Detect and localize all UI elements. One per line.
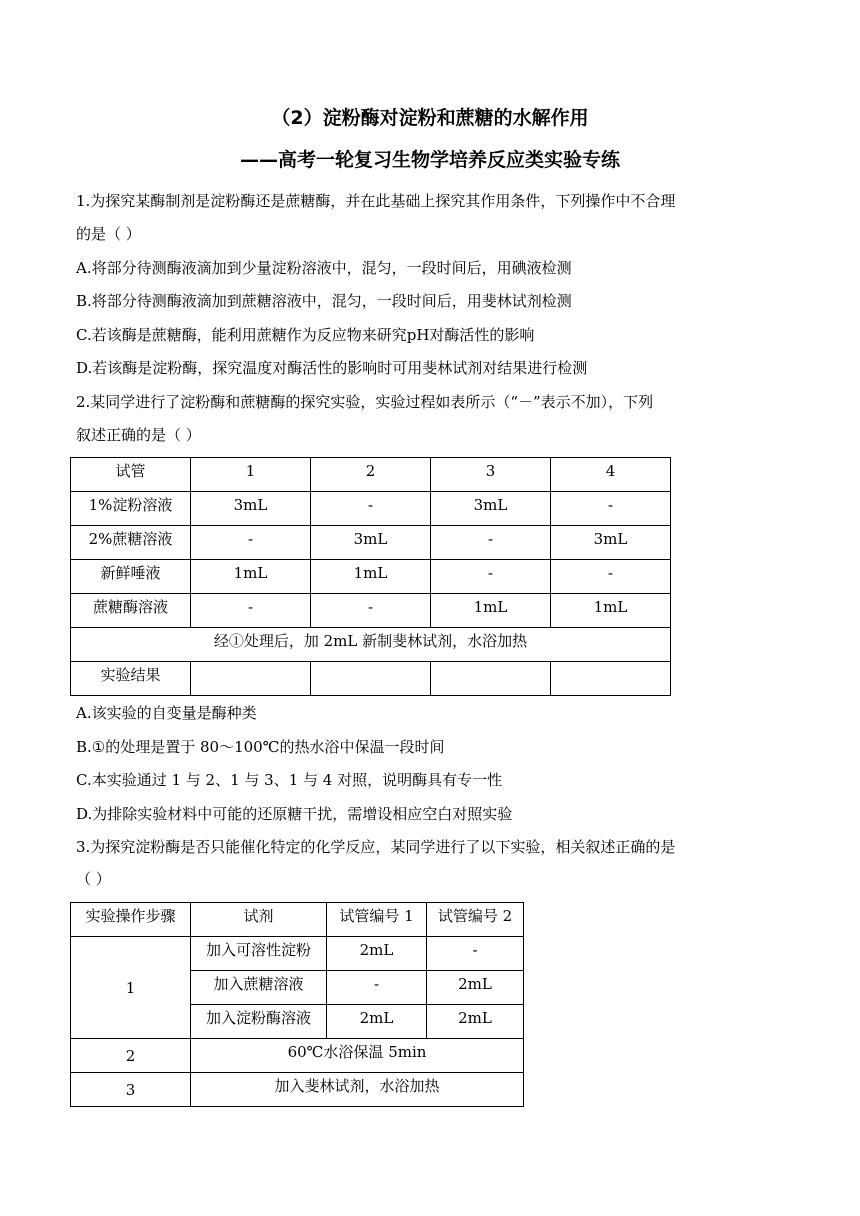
table-cell: 2mL bbox=[427, 1005, 524, 1039]
table-cell: 试管编号 2 bbox=[427, 903, 524, 937]
table-cell: 加入淀粉酶溶液 bbox=[191, 1005, 327, 1039]
table-cell: - bbox=[191, 526, 311, 560]
table-cell: 试剂 bbox=[191, 903, 327, 937]
table-cell: 4 bbox=[551, 458, 671, 492]
q2-stem-line-1: 2.某同学进行了淀粉酶和蔗糖酶的探究实验，实验过程如表所示（“－”表示不加），下列 bbox=[76, 393, 654, 411]
q2-option-d: D.为排除实验材料中可能的还原糖干扰，需增设相应空白对照实验 bbox=[76, 805, 513, 823]
table-cell: - bbox=[431, 526, 551, 560]
table-cell: 3mL bbox=[191, 492, 311, 526]
table-cell: 蔗糖酶溶液 bbox=[71, 594, 191, 628]
title-line-2: ——高考一轮复习生物学培养反应类实验专练 bbox=[239, 149, 620, 171]
table-cell: 2mL bbox=[327, 937, 427, 971]
title-line-1: （2）淀粉酶对淀粉和蔗糖的水解作用 bbox=[271, 107, 589, 129]
table-cell: - bbox=[191, 594, 311, 628]
table-cell: 2mL bbox=[427, 971, 524, 1005]
table-cell: 实验结果 bbox=[71, 662, 191, 696]
q1-stem-line-1: 1.为探究某酶制剂是淀粉酶还是蔗糖酶，并在此基础上探究其作用条件，下列操作中不合理 bbox=[76, 192, 676, 210]
table-cell: - bbox=[427, 937, 524, 971]
table-row bbox=[71, 492, 671, 526]
table-cell-step: 1 bbox=[71, 937, 191, 1039]
q2-stem-line-2: 叙述正确的是（ ） bbox=[76, 426, 201, 444]
table-cell: 60℃水浴保温 5min bbox=[191, 1039, 524, 1073]
table-cell: 试管 bbox=[71, 458, 191, 492]
table-row bbox=[71, 937, 524, 971]
table-cell: 1mL bbox=[431, 594, 551, 628]
table-result-row bbox=[71, 662, 671, 696]
table-cell: 3mL bbox=[431, 492, 551, 526]
q1-option-a: A.将部分待测酶液滴加到少量淀粉溶液中，混匀，一段时间后，用碘液检测 bbox=[76, 259, 572, 277]
table-row bbox=[71, 560, 671, 594]
table-cell: 试管编号 1 bbox=[327, 903, 427, 937]
table-row bbox=[71, 594, 671, 628]
q1-option-b: B.将部分待测酶液滴加到蔗糖溶液中，混匀，一段时间后，用斐林试剂检测 bbox=[76, 292, 572, 310]
table-cell: 3mL bbox=[551, 526, 671, 560]
table-cell: 3mL bbox=[311, 526, 431, 560]
table-cell-empty bbox=[551, 662, 671, 696]
q3-stem-line-1: 3.为探究淀粉酶是否只能催化特定的化学反应，某同学进行了以下实验，相关叙述正确的是 bbox=[76, 838, 676, 856]
table-row bbox=[71, 1073, 524, 1107]
q1-option-c: C.若该酶是蔗糖酶，能利用蔗糖作为反应物来研究pH对酶活性的影响 bbox=[76, 326, 535, 344]
table-cell: 实验操作步骤 bbox=[71, 903, 191, 937]
table-cell: 加入斐林试剂，水浴加热 bbox=[191, 1073, 524, 1107]
table-cell: 2mL bbox=[327, 1005, 427, 1039]
q1-stem-line-2: 的是（ ） bbox=[76, 225, 141, 243]
q2-experiment-table bbox=[70, 457, 671, 696]
table-cell: - bbox=[327, 971, 427, 1005]
q3-experiment-table bbox=[70, 902, 524, 1107]
q2-option-a: A.该实验的自变量是酶种类 bbox=[76, 704, 257, 722]
table-cell-step: 2 bbox=[71, 1039, 191, 1073]
table-cell: 新鲜唾液 bbox=[71, 560, 191, 594]
table-cell: - bbox=[551, 492, 671, 526]
table-process-row bbox=[71, 628, 671, 662]
table-cell: 1mL bbox=[551, 594, 671, 628]
table-cell: 加入蔗糖溶液 bbox=[191, 971, 327, 1005]
table-row bbox=[71, 526, 671, 560]
table-cell: - bbox=[311, 492, 431, 526]
table-cell-step: 3 bbox=[71, 1073, 191, 1107]
table-cell: 经①处理后，加 2mL 新制斐林试剂，水浴加热 bbox=[71, 628, 671, 662]
table-cell: 2 bbox=[311, 458, 431, 492]
q2-option-c: C.本实验通过 1 与 2、1 与 3、1 与 4 对照，说明酶具有专一性 bbox=[76, 771, 503, 789]
table-header-row bbox=[71, 458, 671, 492]
table-cell: 1mL bbox=[191, 560, 311, 594]
table-cell-empty bbox=[311, 662, 431, 696]
table-cell: 3 bbox=[431, 458, 551, 492]
table-cell: - bbox=[311, 594, 431, 628]
table-cell: 2%蔗糖溶液 bbox=[71, 526, 191, 560]
table-cell-empty bbox=[431, 662, 551, 696]
q1-option-d: D.若该酶是淀粉酶，探究温度对酶活性的影响时可用斐林试剂对结果进行检测 bbox=[76, 359, 588, 377]
table-cell: - bbox=[431, 560, 551, 594]
table-cell-empty bbox=[191, 662, 311, 696]
q2-option-b: B.①的处理是置于 80～100℃的热水浴中保温一段时间 bbox=[76, 738, 445, 756]
q3-stem-line-2: （ ） bbox=[76, 870, 111, 888]
table-cell: 加入可溶性淀粉 bbox=[191, 937, 327, 971]
table-header-row bbox=[71, 903, 524, 937]
table-cell: - bbox=[551, 560, 671, 594]
table-cell: 1mL bbox=[311, 560, 431, 594]
table-row bbox=[71, 1039, 524, 1073]
table-cell: 1%淀粉溶液 bbox=[71, 492, 191, 526]
table-cell: 1 bbox=[191, 458, 311, 492]
